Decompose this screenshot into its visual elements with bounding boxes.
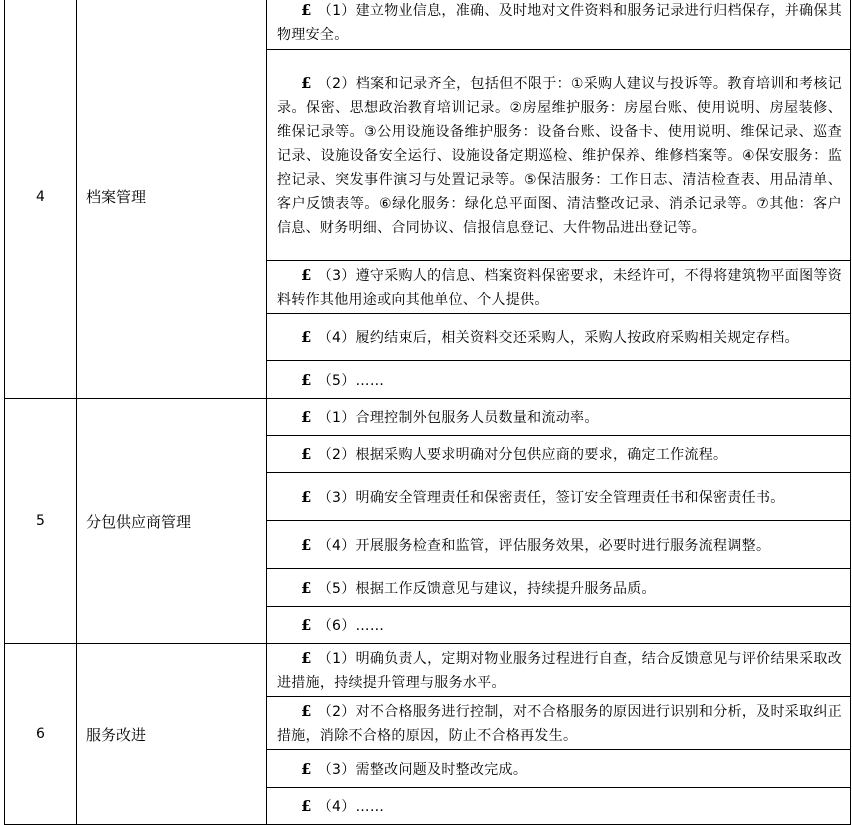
requirement-text: （3）需整改问题及时整改完成。 <box>317 761 528 778</box>
requirement-text: （2）档案和记录齐全，包括但不限于：①采购人建议与投诉等。教育培训和考核记录。保密、思想政治教育培训记录。②房屋维护服务：房屋台账、使用说明、房屋装修、维保记录等。③公用设施设备维护服务：设备台账、设备卡、使用说明、维保记录、巡查记录、设施设备安全运行、设施设备定期巡检、维护保养、维修档案等。④保安服务：监控记录、突发事件演习与处置记录等。⑤保洁服务：工作日志、清洁检查表、用品清单、客户反馈表等。⑥绿化服务：绿化总平面图、清洁整改记录、消杀记录等。⑦其他：客户信息、财务明细、合同协议、信报信息登记、大件物品进出登记等。 <box>277 76 842 236</box>
requirement-text: （4）开展服务检查和监管，评估服务效果，必要时进行服务流程调整。 <box>317 537 771 554</box>
requirements-table <box>4 0 851 825</box>
requirement-item <box>267 697 851 750</box>
requirement-item <box>267 399 851 436</box>
requirement-item <box>267 788 851 825</box>
checkbox-icon: £ <box>301 649 312 667</box>
requirement-item <box>267 0 851 50</box>
checkbox-icon: £ <box>301 445 312 463</box>
section-number: 4 <box>5 0 77 399</box>
requirement-text: （1）合理控制外包服务人员数量和流动率。 <box>317 410 599 426</box>
requirement-item <box>267 473 851 521</box>
checkbox-icon: £ <box>301 408 312 426</box>
table-row <box>5 399 851 436</box>
checkbox-icon: £ <box>301 535 312 554</box>
section-name: 分包供应商管理 <box>77 399 267 644</box>
requirement-text: （3）遵守采购人的信息、档案资料保密要求，未经许可，不得将建筑物平面图等资料转作其他用途或向其他单位、个人提供。 <box>277 268 842 308</box>
checkbox-icon: £ <box>301 578 312 597</box>
requirement-item <box>267 607 851 644</box>
checkbox-icon: £ <box>301 759 312 778</box>
checkbox-icon: £ <box>301 487 312 506</box>
requirement-text: （5）…… <box>317 372 385 389</box>
requirement-text: （2）对不合格服务进行控制，对不合格服务的原因进行识别和分析，及时采取纠正措施，消除不合格的原因，防止不合格再发生。 <box>277 704 842 744</box>
requirement-text: （2）根据采购人要求明确对分包供应商的要求，确定工作流程。 <box>317 447 728 463</box>
requirement-text: （1）建立物业信息，准确、及时地对文件资料和服务记录进行归档保存，并确保其物理安全。 <box>277 3 842 43</box>
requirement-text: （4）…… <box>317 799 385 815</box>
table-row <box>5 0 851 50</box>
requirement-text: （3）明确安全管理责任和保密责任，签订安全管理责任书和保密责任书。 <box>317 489 785 506</box>
requirement-item <box>267 314 851 361</box>
requirement-item <box>267 361 851 399</box>
requirement-text: （6）…… <box>317 618 385 634</box>
requirement-text: （4）履约结束后，相关资料交还采购人，采购人按政府采购相关规定存档。 <box>317 330 799 346</box>
requirement-item <box>267 750 851 788</box>
checkbox-icon: £ <box>301 616 312 634</box>
requirement-item <box>267 261 851 314</box>
checkbox-icon: £ <box>301 702 312 720</box>
checkbox-icon: £ <box>301 74 312 92</box>
requirement-item <box>267 521 851 569</box>
requirement-item <box>267 569 851 607</box>
checkbox-icon: £ <box>301 1 312 19</box>
requirement-item <box>267 644 851 697</box>
section-name: 档案管理 <box>77 0 267 399</box>
requirement-text: （5）根据工作反馈意见与建议，持续提升服务品质。 <box>317 580 656 597</box>
checkbox-icon: £ <box>301 328 312 346</box>
requirement-item <box>267 436 851 473</box>
checkbox-icon: £ <box>301 370 312 389</box>
requirement-item <box>267 50 851 261</box>
checkbox-icon: £ <box>301 266 312 284</box>
table-row <box>5 644 851 697</box>
section-name: 服务改进 <box>77 644 267 825</box>
checkbox-icon: £ <box>301 797 312 815</box>
requirement-text: （1）明确负责人，定期对物业服务过程进行自查，结合反馈意见与评价结果采取改进措施，持续提升管理与服务水平。 <box>277 651 842 691</box>
section-number: 5 <box>5 399 77 644</box>
section-number: 6 <box>5 644 77 825</box>
